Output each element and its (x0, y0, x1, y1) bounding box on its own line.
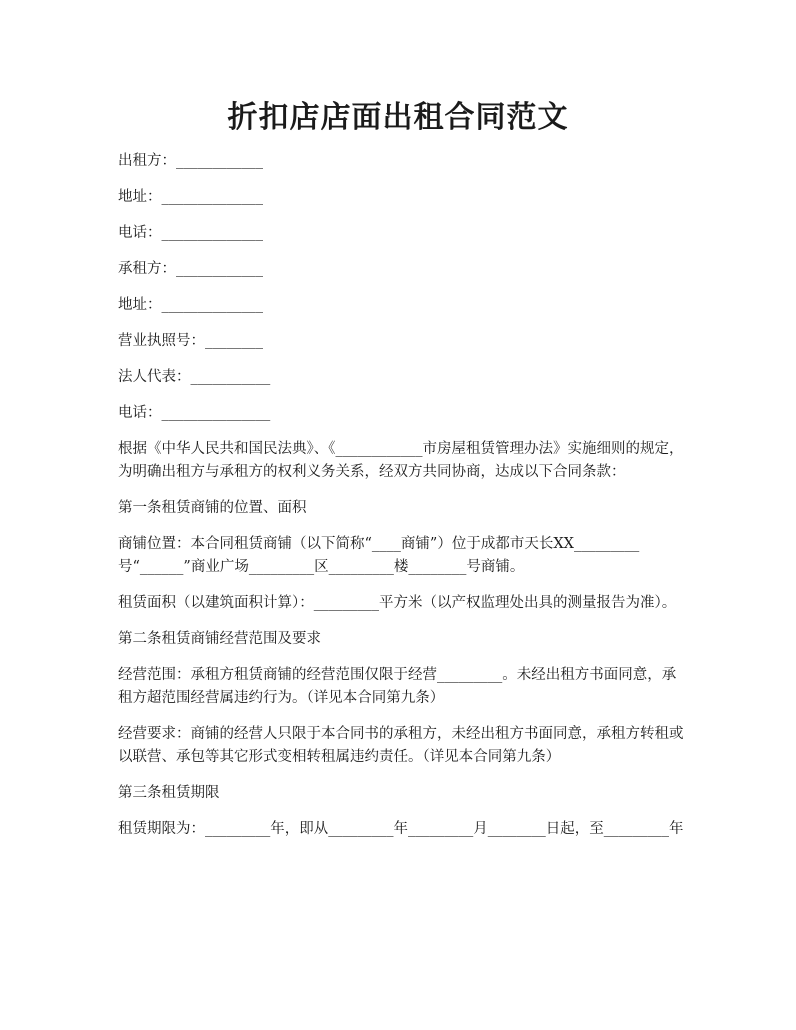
article-1-location: 商铺位置：本合同租赁商铺（以下简称“____商铺”）位于成都市天长XX_________号“______”商业广场_________区_________楼________号商铺。 (118, 536, 640, 575)
field-lessee: 承租方：____________ (118, 261, 263, 277)
article-3-term: 租赁期限为：_________年，即从_________年_________月________日起，至_________年 (118, 821, 684, 837)
field-business-license: 营业执照号：________ (118, 333, 263, 349)
article-1-area: 租赁面积（以建筑面积计算）：_________平方米（以产权监理处出具的测量报告为准）。 (118, 595, 677, 611)
article-2-scope: 经营范围：承租方租赁商铺的经营范围仅限于经营_________。未经出租方书面同意，承租方超范围经营属违约行为。（详见本合同第九条） (118, 667, 677, 706)
article-3-heading: 第三条租赁期限 (118, 785, 220, 801)
field-lessor: 出租方：____________ (118, 153, 263, 169)
field-lessee-address: 地址：______________ (118, 297, 263, 313)
article-2-heading: 第二条租赁商铺经营范围及要求 (118, 631, 321, 647)
field-lessor-phone: 电话：______________ (118, 225, 263, 241)
intro-paragraph: 根据《中华人民共和国民法典》、《____________市房屋租赁管理办法》实施细则的规定，为明确出租方与承租方的权利义务关系，经双方共同协商，达成以下合同条款： (118, 441, 684, 480)
document-body (118, 150, 686, 854)
document-title: 折扣店店面出租合同范文 (227, 100, 569, 135)
field-legal-representative: 法人代表：___________ (118, 369, 271, 385)
field-lessee-phone: 电话：_______________ (118, 405, 271, 421)
field-lessor-address: 地址：______________ (118, 189, 263, 205)
article-1-heading: 第一条租赁商铺的位置、面积 (118, 500, 307, 516)
article-2-requirements: 经营要求：商铺的经营人只限于本合同书的承租方，未经出租方书面同意，承租方转租或以联营、承包等其它形式变相转租属违约责任。（详见本合同第九条） (118, 726, 684, 765)
